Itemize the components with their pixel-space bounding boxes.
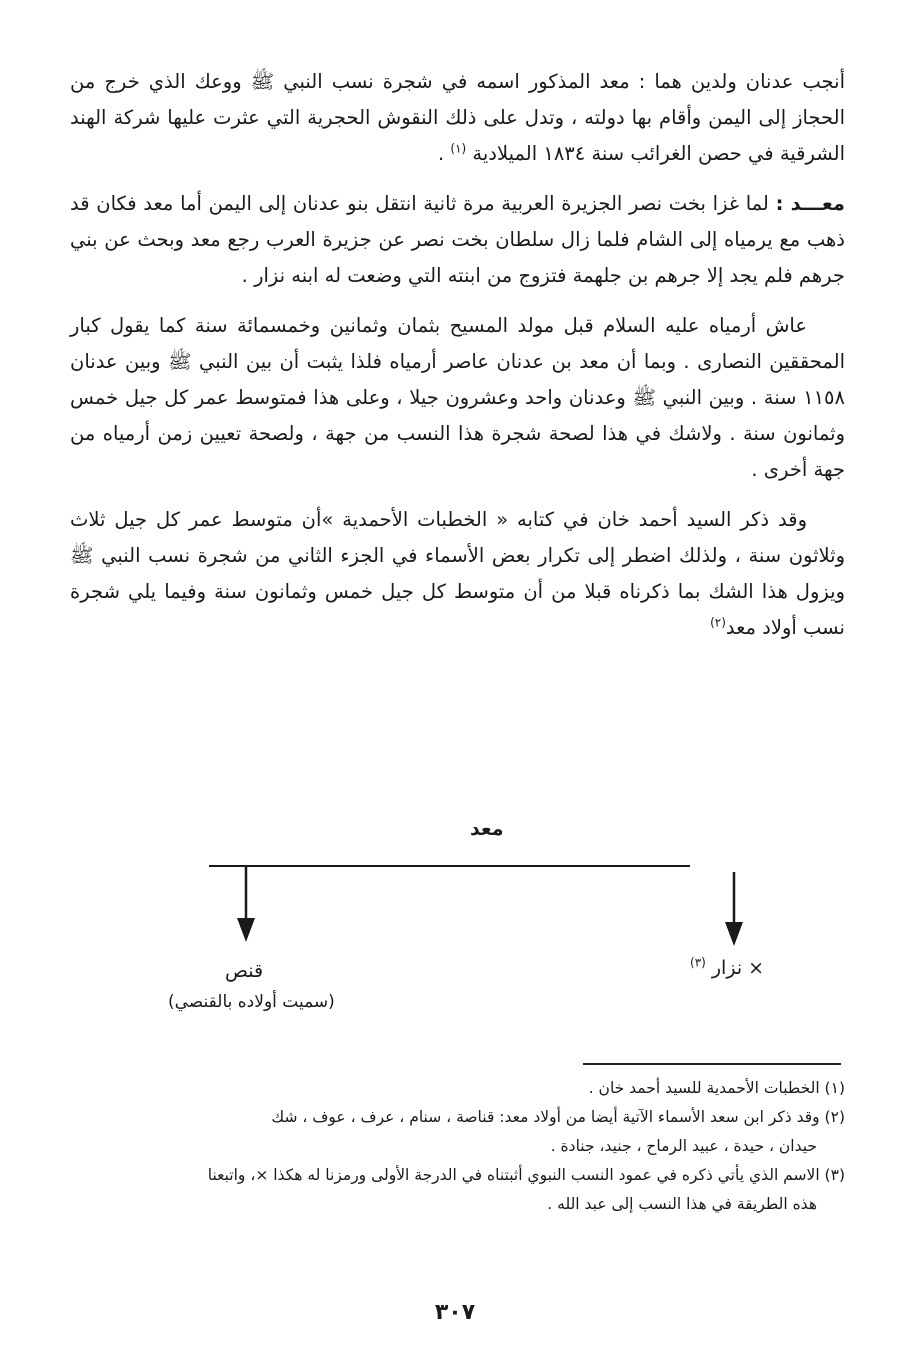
arrow-down-left-icon [237,918,255,942]
tree-child-nizar: × نزار $^{(٣)}$ [690,955,765,979]
footnote-1: (١) الخطبات الأحمدية للسيد أحمد خان . [588,1079,845,1097]
footnote-2-continued: حيدان ، حيدة ، عبيد الرماح ، جنيد، جنادة . [550,1137,817,1155]
tree-child-qanas-note: (سميت أولاده بالقنصي) [168,992,335,1012]
footnote-3: (٣) الاسم الذي يأتي ذكره في عمود النسب النبوي أثبتناه في الدرجة الأولى ورمزنا له هكذا ×، واتبعنا [207,1166,845,1184]
tree-child-qanas: قنص [225,960,264,982]
footnotes [70,1074,845,1219]
paragraph-adnan-sons: أنجب عدنان ولدين هما : معد المذكور اسمه في شجرة نسب النبي ﷺ ووعك الذي خرج من الحجاز إلى اليمن وأقام بها دولته ، وتدل على ذلك النقوش الحجرية التي عثرت عليها شركة الهند الشرقية في حصن الغرائب سنة ١٨٣٤ الميلادية $^{(١)}$ . [70,70,845,165]
arrow-down-right-icon [725,922,743,946]
term-maad: معـــد : [775,192,845,215]
footnote-ref-2: (٢) [710,615,726,630]
footnote-separator [583,1063,841,1065]
paragraph-jeremiah: عاش أرمياه عليه السلام قبل مولد المسيح بثمان وثمانين وخمسمائة سنة كما يقول كبار المحققين النصارى . وبما أن معد بن عدنان عاصر أرمياه فلذا يثبت أن بين النبي ﷺ وبين عدنان ١١٥٨ سنة . وبين النبي ﷺ وعدنان واحد وعشرون جيلا ، وعلى هذا فمتوسط عمر كل جيل خمس وثمانون سنة . ولاشك في هذا لصحة شجرة هذا النسب من جهة ، ولصحة تعيين زمن أرمياه من جهة أخرى . [70,314,845,481]
main-text [70,64,845,660]
paragraph-ahmad-khan: وقد ذكر السيد أحمد خان في كتابه « الخطبات الأحمدية »أن متوسط عمر كل جيل ثلاث وثلاثون سنة ، ولذلك اضطر إلى تكرار بعض الأسماء في الجزء الثاني من شجرة نسب النبي ﷺ ويزول هذا الشك بما ذكرناه قبلا من أن متوسط كل جيل خمس وثمانون سنة وفيما يلي شجرة نسب أولاد معد$^{(٢)}$ [70,508,845,639]
footnote-2: (٢) وقد ذكر ابن سعد الأسماء الآتية أيضا من أولاد معد: قناصة ، سنام ، عرف ، عوف ، شك [271,1108,845,1126]
footnote-ref-1: (١) [450,141,467,156]
tree-root-maad: معد [470,818,504,840]
paragraph-maad: معـــد : لما غزا بخت نصر الجزيرة العربية مرة ثانية انتقل بنو عدنان إلى اليمن أما معد فكان قد ذهب مع يرمياه إلى الشام فلما زال سلطان بخت نصر عن جزيرة العرب رجع معد وبحث عن بني جرهم فلم يجد إلا جرهم بن جلهمة فتزوج من ابنته التي وضعت له ابنه نزار . [70,192,845,287]
footnote-3-continued: هذه الطريقة في هذا النسب إلى عبد الله . [547,1195,817,1213]
page-number: ٣٠٧ [434,1300,476,1325]
